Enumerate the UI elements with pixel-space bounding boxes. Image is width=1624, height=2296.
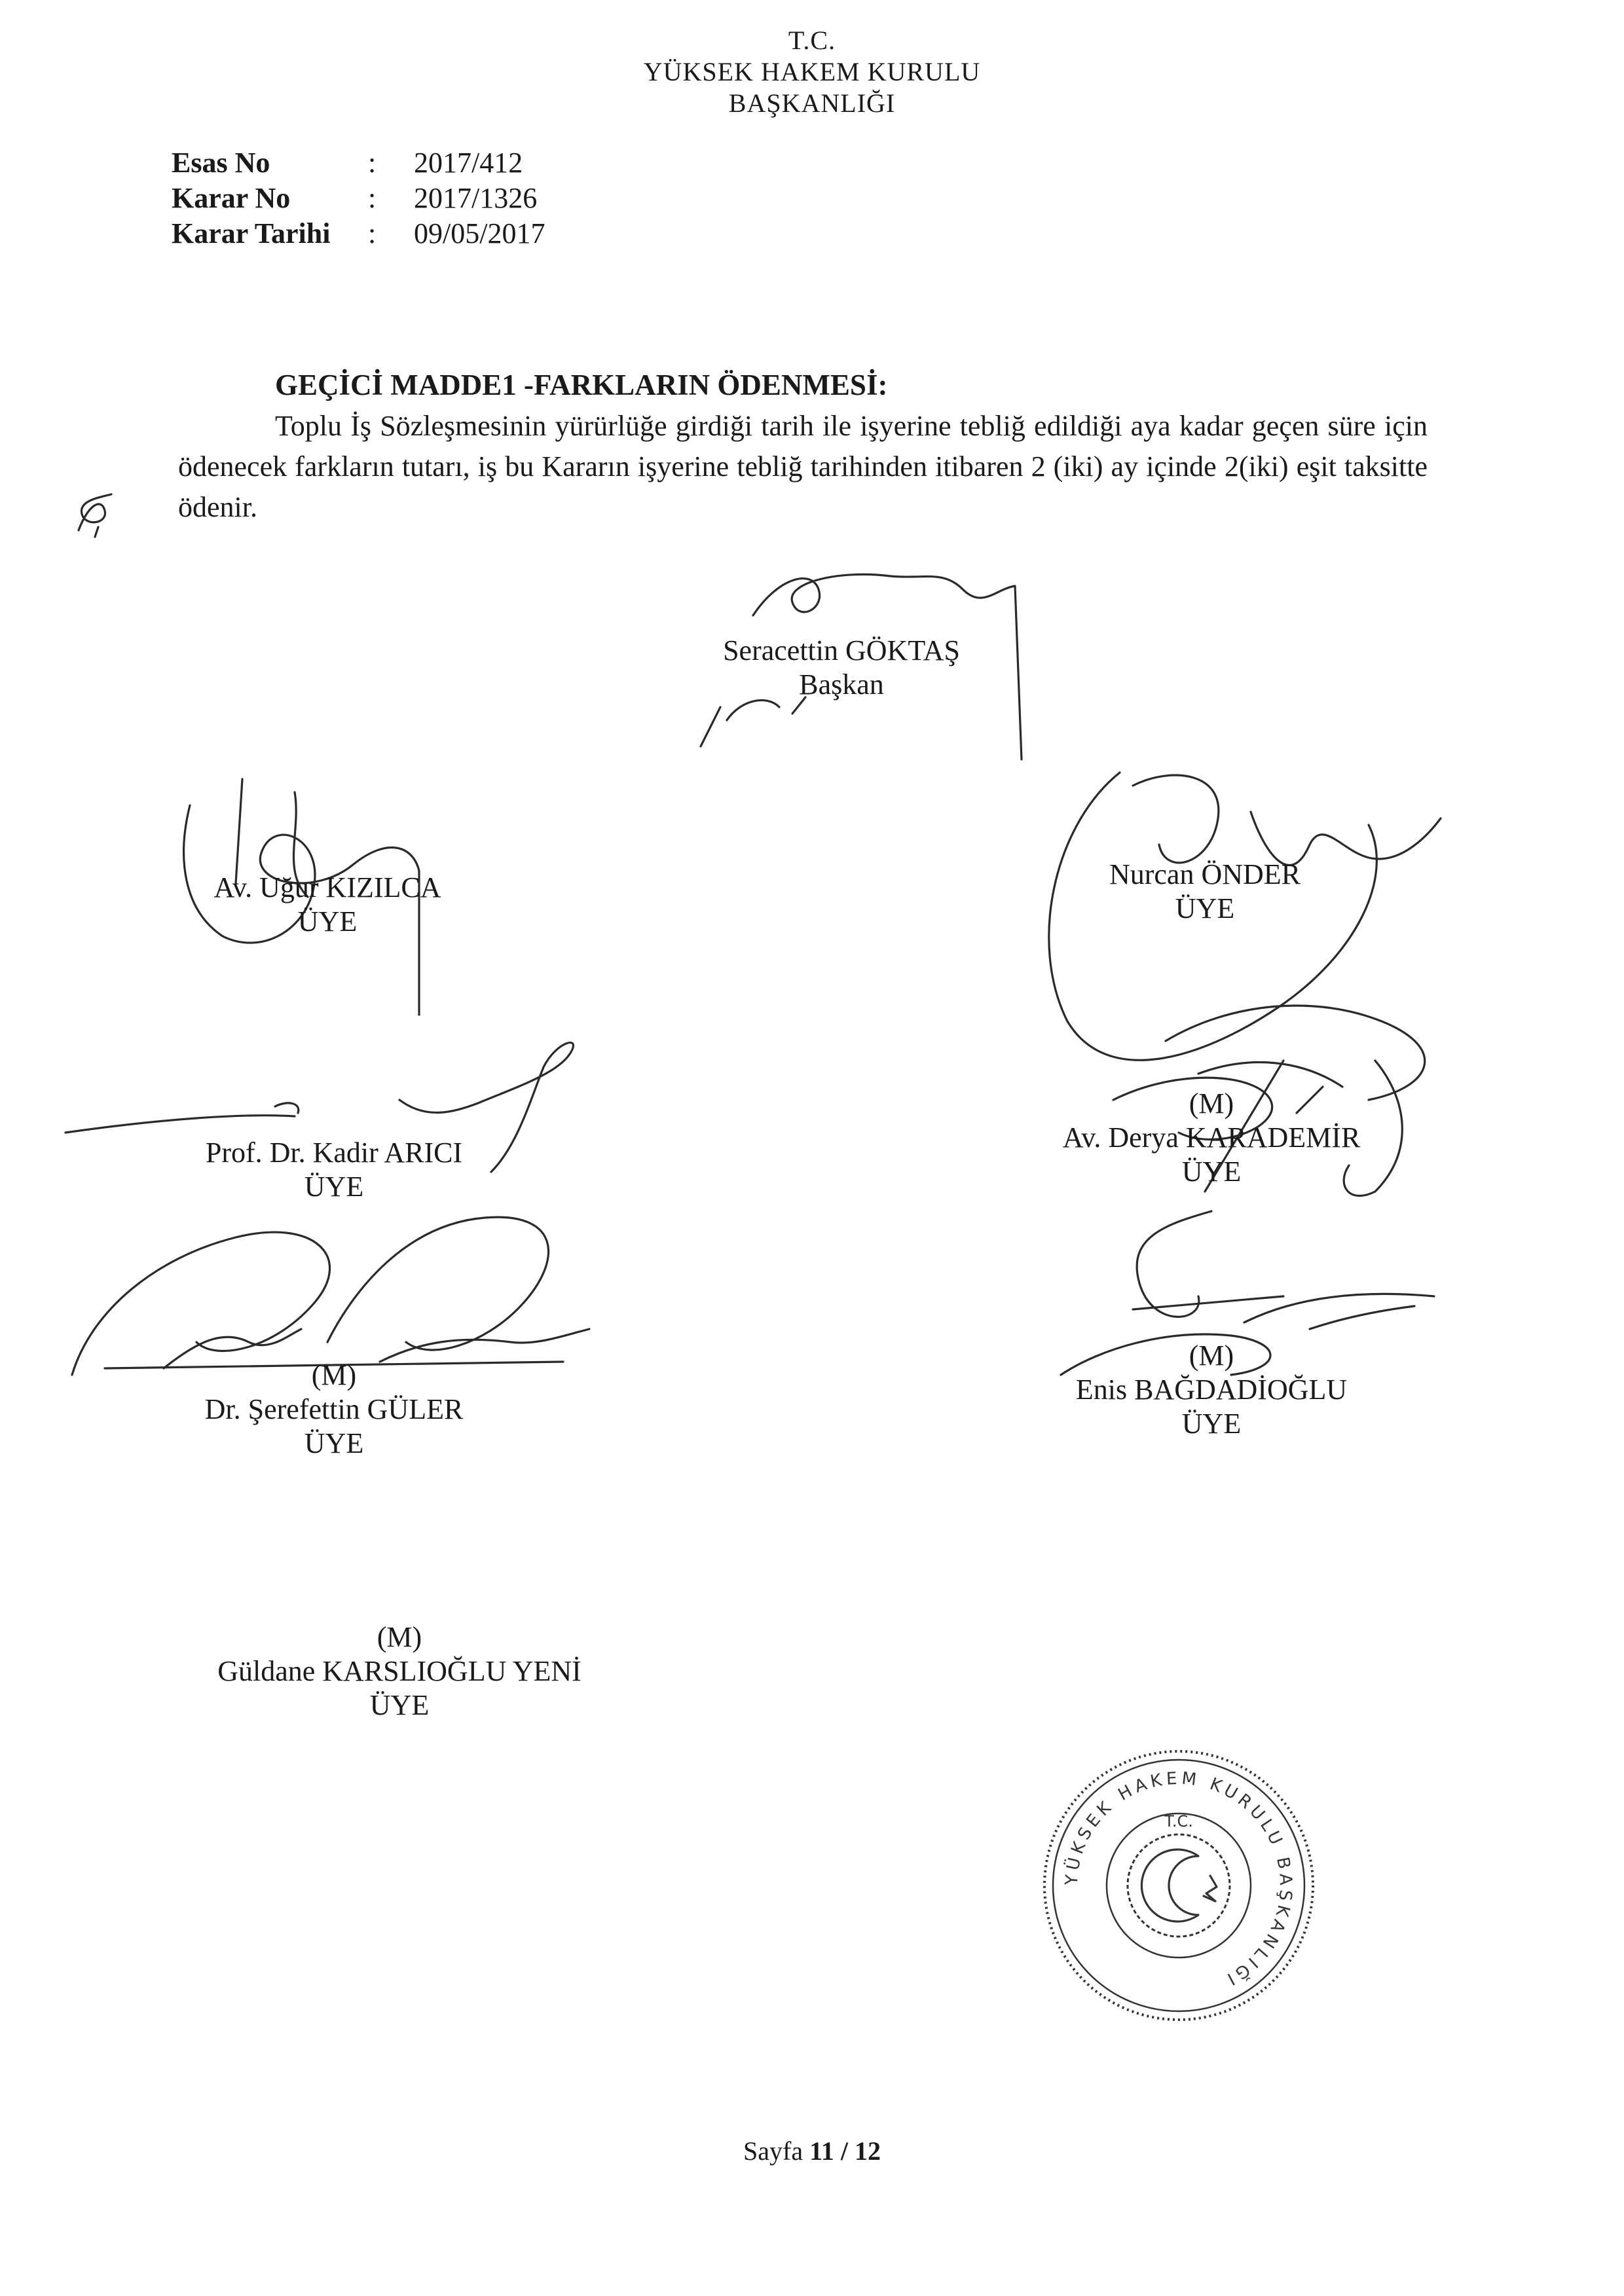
esas-no-row [172,145,545,181]
page-total: 12 [855,2136,881,2166]
karar-no-value: 2017/1326 [414,182,538,214]
seal-center-text: T.C. [1164,1812,1193,1831]
guler-role: ÜYE [304,1427,364,1459]
onder-signature-block [1035,858,1375,926]
karademir-name: Av. Derya KARADEMİR [1062,1121,1361,1154]
page-current: 11 [809,2136,834,2166]
karar-tarihi-colon: : [368,217,377,249]
yeni-mark: (M) [377,1621,422,1653]
karar-tarihi-value: 09/05/2017 [414,217,545,249]
onder-name: Nurcan ÖNDER [1109,858,1301,890]
page-separator: / [840,2136,848,2166]
karademir-role: ÜYE [1181,1156,1242,1188]
bagdadioglu-name: Enis BAĞDADİOĞLU [1075,1374,1348,1406]
karar-tarihi-label: Karar Tarihi [172,217,331,249]
esas-no-value: 2017/412 [414,147,523,179]
karar-tarihi-row [172,216,545,251]
karademir-signature-block [1028,1087,1395,1189]
yeni-name: Güldane KARSLIOĞLU YENİ [217,1655,581,1687]
header-department: BAŞKANLIĞI [728,88,896,118]
president-name: Seracettin GÖKTAŞ [723,634,960,666]
header-institution: YÜKSEK HAKEM KURULU [643,57,981,86]
arici-role: ÜYE [304,1171,364,1203]
karar-no-colon: : [368,182,377,214]
president-role: Başkan [799,668,884,701]
president-signature-block [671,634,1012,702]
page-prefix: Sayfa [743,2136,803,2166]
arici-name: Prof. Dr. Kadir ARICI [205,1137,463,1169]
bagdadioglu-signature-block [1041,1339,1382,1441]
yeni-signature-block [164,1620,635,1722]
guler-signature-block [151,1358,517,1461]
onder-role: ÜYE [1175,892,1235,924]
karademir-mark: (M) [1189,1087,1234,1120]
karar-no-row [172,181,545,216]
section-paragraph: Toplu İş Sözleşmesinin yürürlüğe girdiği tarih ile işyerine tebliğ edildiği aya kadar geçen süre için ödenecek farkların tutarı, iş bu Kararın işyerine tebliğ tarihinden itibaren 2 (iki) ay içinde 2(iki) eşit taksitte ödenir. [178,410,1428,523]
yeni-role: ÜYE [369,1689,430,1721]
karar-no-label: Karar No [172,182,291,214]
seal-ring-text: YÜKSEK HAKEM KURULU BAŞKANLIĞI [1061,1768,1296,1991]
kizilca-name: Av. Uğur KIZILCA [213,871,441,903]
arici-signature-block [151,1136,517,1204]
header-tc: T.C. [788,26,836,55]
kizilca-signature-block [157,871,498,939]
esas-no-colon: : [368,147,377,179]
bagdadioglu-mark: (M) [1189,1339,1234,1372]
esas-no-label: Esas No [172,147,270,179]
kizilca-role: ÜYE [297,905,358,938]
guler-mark: (M) [311,1359,357,1391]
official-seal [1035,1741,1323,2030]
guler-name: Dr. Şerefettin GÜLER [204,1393,464,1425]
section-heading: GEÇİCİ MADDE1 -FARKLARIN ÖDENMESİ: [275,369,888,401]
bagdadioglu-role: ÜYE [1181,1408,1242,1440]
page-number [681,2136,943,2166]
case-metadata [172,145,545,251]
margin-initial-mark [65,491,124,543]
